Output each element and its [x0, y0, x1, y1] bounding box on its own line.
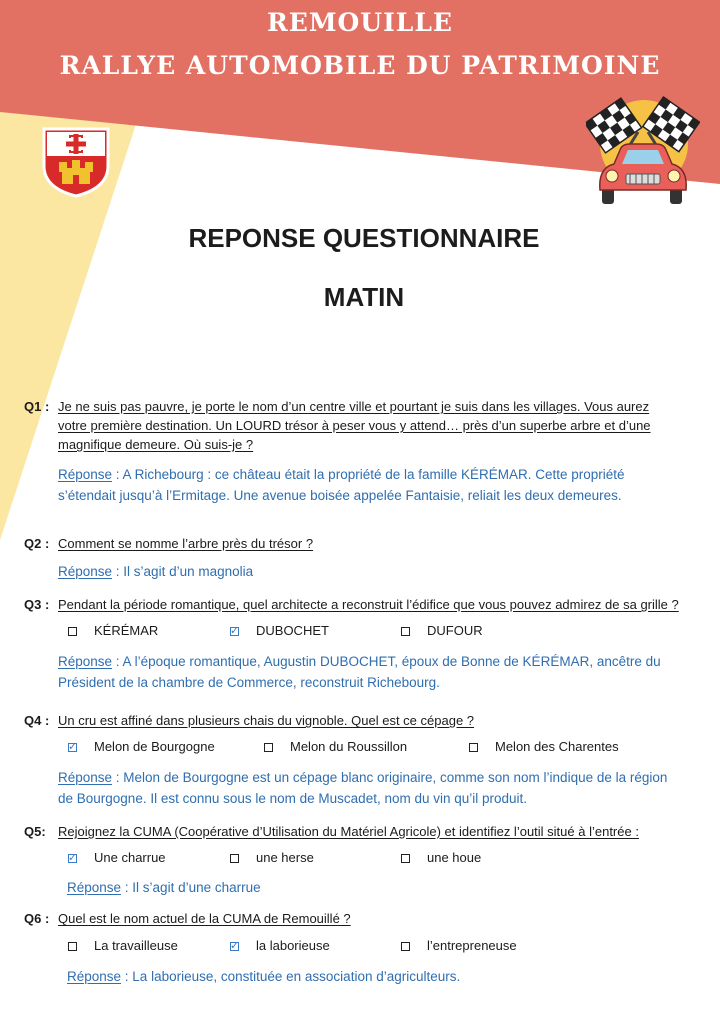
- checkbox-icon[interactable]: [469, 743, 478, 752]
- q6-option-3[interactable]: [401, 937, 517, 955]
- question-1-label: Q1 :: [24, 399, 50, 414]
- checked-checkbox-icon[interactable]: [68, 743, 77, 752]
- question-5-label: Q5:: [24, 824, 46, 839]
- checked-checkbox-icon[interactable]: [230, 627, 239, 636]
- checkbox-icon[interactable]: [230, 854, 239, 863]
- document-title: REPONSE QUESTIONNAIRE: [188, 223, 540, 253]
- question-2-text: Comment se nomme l’arbre près du trésor ?: [58, 536, 314, 551]
- option-label: la laborieuse: [256, 938, 330, 953]
- q3-option-1[interactable]: [68, 622, 158, 640]
- q4-option-1[interactable]: [68, 738, 215, 756]
- option-label: l’entrepreneuse: [427, 938, 517, 953]
- checked-checkbox-icon[interactable]: [230, 942, 239, 951]
- option-label: Melon du Roussillon: [290, 739, 408, 754]
- coat-of-arms-icon: [41, 126, 111, 198]
- checkbox-icon[interactable]: [401, 627, 410, 636]
- question-6-text: Quel est le nom actuel de la CUMA de Remouillé ?: [58, 911, 351, 926]
- q6-option-2[interactable]: [230, 937, 330, 955]
- document-subtitle: MATIN: [323, 282, 405, 312]
- q3-option-2[interactable]: [230, 622, 329, 640]
- question-3-label: Q3 :: [24, 597, 50, 612]
- checked-checkbox-icon[interactable]: [68, 854, 77, 863]
- answer-2-label: Réponse: [58, 564, 113, 579]
- question-6-label: Q6 :: [24, 911, 50, 926]
- question-2-label: Q2 :: [24, 536, 50, 551]
- checkbox-icon[interactable]: [401, 854, 410, 863]
- q5-option-2[interactable]: [230, 849, 314, 867]
- q6-option-1[interactable]: [68, 937, 178, 955]
- option-label: La travailleuse: [94, 938, 178, 953]
- option-label: une herse: [256, 850, 314, 865]
- question-4-answer: [58, 767, 678, 809]
- checkbox-icon[interactable]: [68, 942, 77, 951]
- checkbox-icon[interactable]: [68, 627, 77, 636]
- answer-1-label: Réponse: [58, 467, 113, 482]
- option-label: Une charrue: [94, 850, 166, 865]
- option-label: DUFOUR: [427, 623, 483, 638]
- answer-3-label: Réponse: [58, 654, 113, 669]
- answer-6-label: Réponse: [67, 969, 122, 984]
- option-label: KÉRÉMAR: [94, 623, 159, 638]
- q4-option-2[interactable]: [264, 738, 407, 756]
- question-6-answer: [67, 966, 677, 987]
- answer-3-text: : A l’époque romantique, Augustin DUBOCHET, époux de Bonne de KÉRÉMAR, ancêtre du Président de la chambre de Commerce, reconstruit Richebourg.: [58, 654, 661, 690]
- question-1-text: Je ne suis pas pauvre, je porte le nom d’un centre ville et pourtant je suis dans les villages. Vous aurez votre première destination. Un LOURD trésor à peser vous y attend… près d’un superbe arbre et d’une magnifique demeure. Où suis-je ?: [58, 399, 651, 452]
- question-4-label: Q4 :: [24, 713, 50, 728]
- checkbox-icon[interactable]: [401, 942, 410, 951]
- question-5-text: Rejoignez la CUMA (Coopérative d’Utilisation du Matériel Agricole) et identifiez l’outil situé à l’entrée :: [58, 824, 639, 839]
- question-2-answer: [58, 561, 672, 582]
- header-subtitle: RALLYE AUTOMOBILE DU PATRIMOINE: [59, 51, 661, 80]
- question-4-text: Un cru est affiné dans plusieurs chais du vignoble. Quel est ce cépage ?: [58, 713, 475, 728]
- answer-2-text: : Il s’agit d’un magnolia: [112, 564, 254, 579]
- answer-5-label: Réponse: [67, 880, 122, 895]
- question-3-answer: [58, 651, 678, 693]
- answer-1-text: : A Richebourg : ce château était la propriété de la famille KÉRÉMAR. Cette propriété s’étendait jusqu’à l’Ermitage. Une avenue boisée appelée Fantaisie, reliait les deux demeures.: [58, 467, 625, 503]
- q5-option-1[interactable]: [68, 849, 166, 867]
- q3-option-3[interactable]: [401, 622, 483, 640]
- question-1-answer: [58, 464, 672, 506]
- answer-4-label: Réponse: [58, 770, 113, 785]
- option-label: Melon de Bourgogne: [94, 739, 215, 754]
- answer-4-text: : Melon de Bourgogne est un cépage blanc originaire, comme son nom l’indique de la région de Bourgogne. Il est connu sous le nom de Muscadet, nom du vin qu’il produit.: [58, 770, 668, 806]
- q5-option-3[interactable]: [401, 849, 481, 867]
- answer-6-text: : La laborieuse, constituée en association d’agriculteurs.: [121, 969, 461, 984]
- header-town: REMOUILLE: [267, 8, 453, 37]
- question-5-answer: [67, 877, 677, 898]
- option-label: Melon des Charentes: [495, 739, 619, 754]
- option-label: DUBOCHET: [256, 623, 329, 638]
- question-3-text: Pendant la période romantique, quel architecte a reconstruit l’édifice que vous pouvez admirez de sa grille ?: [58, 597, 679, 612]
- answer-5-text: : Il s’agit d’une charrue: [121, 880, 261, 895]
- option-label: une houe: [427, 850, 482, 865]
- checkbox-icon[interactable]: [264, 743, 273, 752]
- checkered-flags-car-icon: [586, 92, 700, 210]
- q4-option-3[interactable]: [469, 738, 619, 756]
